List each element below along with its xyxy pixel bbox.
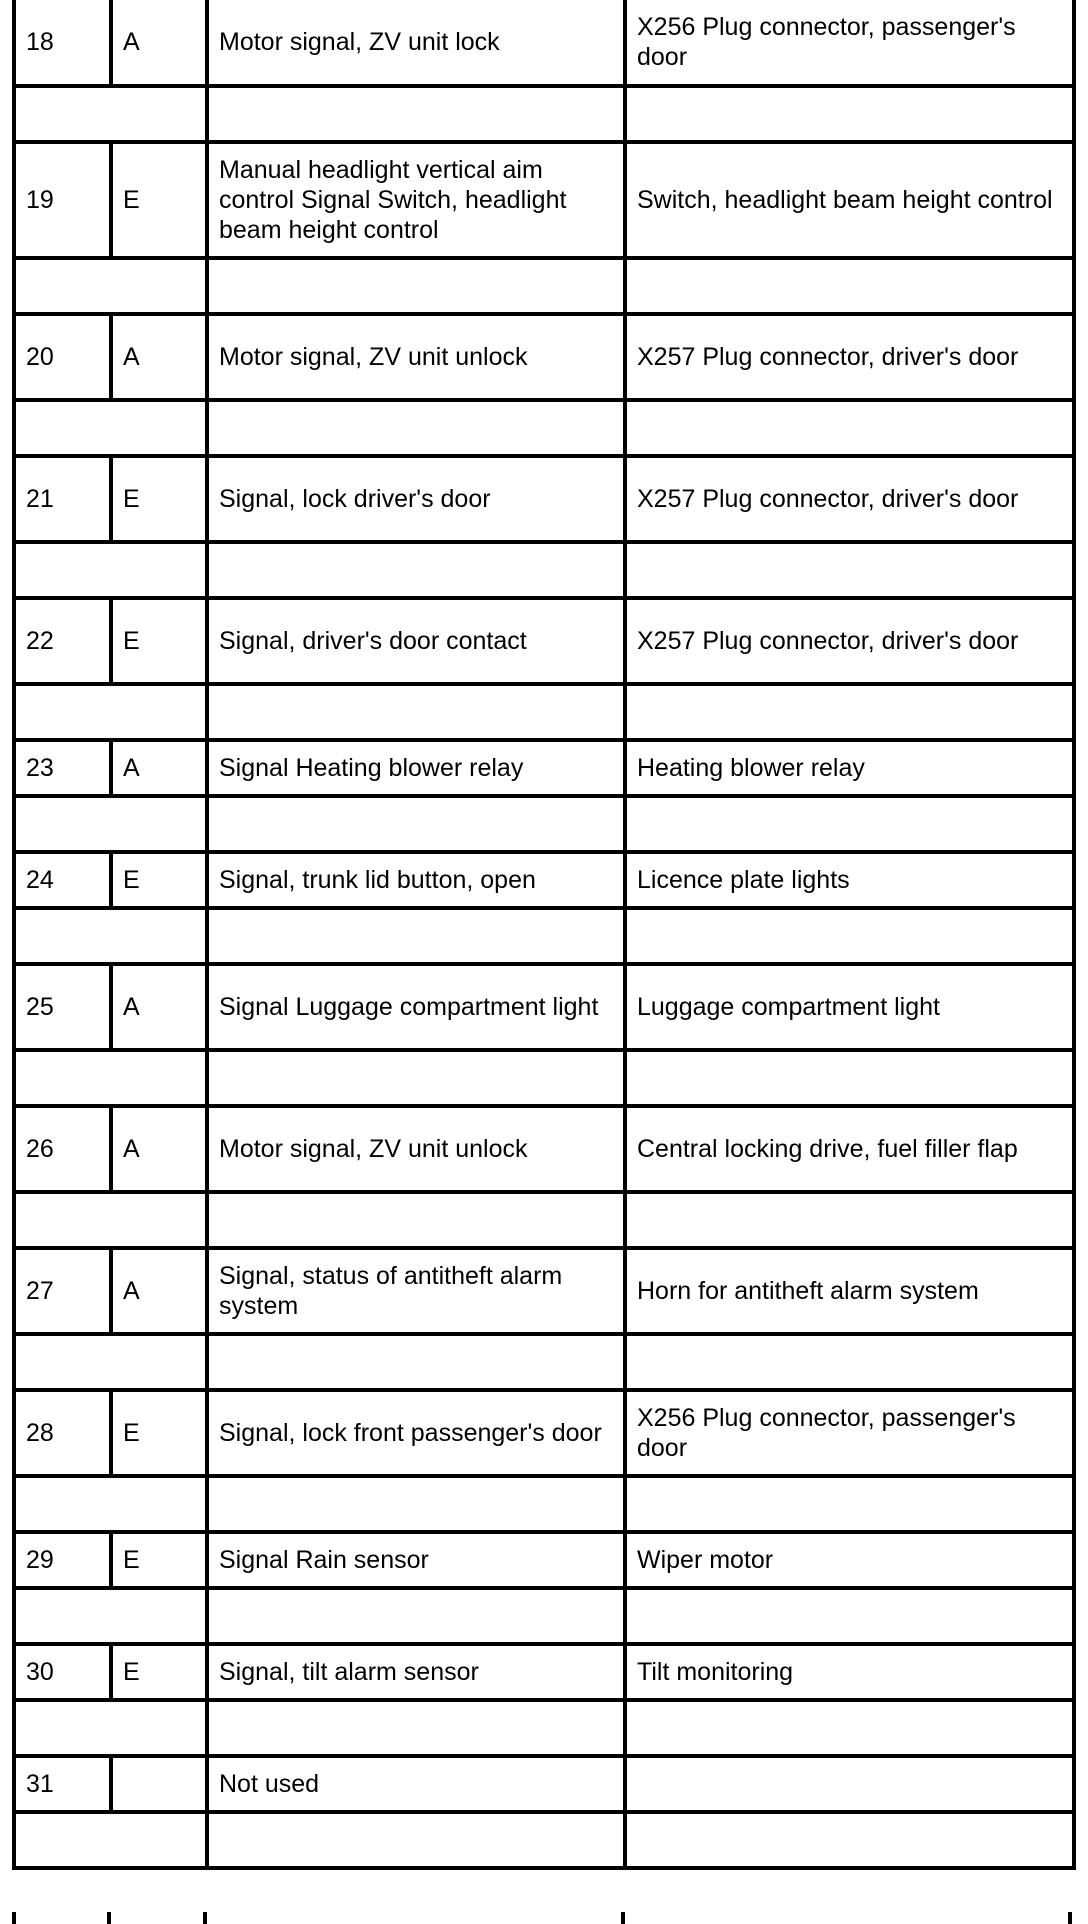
signal-description: Motor signal, ZV unit lock	[207, 0, 625, 86]
spacer-row	[14, 796, 1074, 852]
spacer-cell	[14, 258, 207, 314]
signal-description: Signal, lock driver's door	[207, 456, 625, 542]
spacer-row	[14, 1050, 1074, 1106]
spacer-cell	[207, 1050, 625, 1106]
spacer-row	[14, 1700, 1074, 1756]
spacer-cell	[207, 796, 625, 852]
pin-number: 28	[14, 1390, 111, 1476]
connected-component: X256 Plug connector, passenger's door	[625, 0, 1074, 86]
spacer-cell	[207, 1700, 625, 1756]
signal-direction: E	[111, 142, 207, 258]
spacer-cell	[14, 1476, 207, 1532]
pin-number: 27	[14, 1248, 111, 1334]
pin-number: 24	[14, 852, 111, 908]
signal-direction: A	[111, 0, 207, 86]
connected-component: Horn for antitheft alarm system	[625, 1248, 1074, 1334]
spacer-row	[14, 400, 1074, 456]
spacer-cell	[625, 908, 1074, 964]
signal-description: Signal Luggage compartment light	[207, 964, 625, 1050]
spacer-row	[14, 1334, 1074, 1390]
spacer-cell	[207, 86, 625, 142]
spacer-cell	[625, 1700, 1074, 1756]
table-row	[14, 598, 1074, 684]
spacer-row	[14, 1812, 1074, 1868]
pin-number: 31	[14, 1756, 111, 1812]
spacer-cell	[207, 542, 625, 598]
pin-number: 23	[14, 740, 111, 796]
spacer-cell	[207, 1334, 625, 1390]
signal-direction: E	[111, 1532, 207, 1588]
signal-description: Not used	[207, 1756, 625, 1812]
connected-component: Tilt monitoring	[625, 1644, 1074, 1700]
spacer-row	[14, 542, 1074, 598]
signal-description: Signal, driver's door contact	[207, 598, 625, 684]
connected-component: Luggage compartment light	[625, 964, 1074, 1050]
signal-description: Signal Heating blower relay	[207, 740, 625, 796]
signal-description: Motor signal, ZV unit unlock	[207, 1106, 625, 1192]
signal-description: Signal, lock front passenger's door	[207, 1390, 625, 1476]
table-row	[14, 964, 1074, 1050]
signal-description: Signal, trunk lid button, open	[207, 852, 625, 908]
spacer-cell	[207, 258, 625, 314]
spacer-row	[14, 86, 1074, 142]
signal-description: Signal Rain sensor	[207, 1532, 625, 1588]
table-row	[14, 1644, 1074, 1700]
pin-number: 29	[14, 1532, 111, 1588]
signal-direction: E	[111, 1390, 207, 1476]
spacer-cell	[207, 1476, 625, 1532]
pin-assignment-table	[12, 0, 1076, 1870]
connected-component: Central locking drive, fuel filler flap	[625, 1106, 1074, 1192]
continuation-line	[621, 1912, 625, 1924]
signal-direction	[111, 1756, 207, 1812]
connected-component: Licence plate lights	[625, 852, 1074, 908]
spacer-cell	[625, 1476, 1074, 1532]
continuation-line	[203, 1912, 207, 1924]
connected-component: X256 Plug connector, passenger's door	[625, 1390, 1074, 1476]
spacer-cell	[625, 1588, 1074, 1644]
spacer-cell	[625, 1812, 1074, 1868]
spacer-cell	[14, 684, 207, 740]
spacer-cell	[625, 86, 1074, 142]
pin-number: 25	[14, 964, 111, 1050]
spacer-cell	[14, 1700, 207, 1756]
signal-direction: E	[111, 852, 207, 908]
spacer-cell	[625, 258, 1074, 314]
spacer-cell	[14, 1192, 207, 1248]
pin-number: 22	[14, 598, 111, 684]
table-row	[14, 740, 1074, 796]
spacer-cell	[207, 1812, 625, 1868]
table-row	[14, 1756, 1074, 1812]
pin-number: 18	[14, 0, 111, 86]
connected-component: X257 Plug connector, driver's door	[625, 456, 1074, 542]
spacer-row	[14, 258, 1074, 314]
table-row	[14, 142, 1074, 258]
table-row	[14, 456, 1074, 542]
table-row	[14, 1248, 1074, 1334]
table-row	[14, 852, 1074, 908]
pin-number: 26	[14, 1106, 111, 1192]
spacer-row	[14, 1476, 1074, 1532]
spacer-row	[14, 908, 1074, 964]
spacer-row	[14, 1192, 1074, 1248]
signal-direction: A	[111, 1106, 207, 1192]
spacer-cell	[14, 796, 207, 852]
pin-number: 19	[14, 142, 111, 258]
spacer-cell	[14, 1050, 207, 1106]
signal-direction: A	[111, 314, 207, 400]
signal-description: Signal, tilt alarm sensor	[207, 1644, 625, 1700]
spacer-cell	[14, 542, 207, 598]
connected-component: Heating blower relay	[625, 740, 1074, 796]
spacer-row	[14, 684, 1074, 740]
signal-description: Motor signal, ZV unit unlock	[207, 314, 625, 400]
table-row	[14, 314, 1074, 400]
spacer-cell	[14, 1812, 207, 1868]
spacer-cell	[625, 542, 1074, 598]
table-row	[14, 0, 1074, 86]
spacer-cell	[625, 684, 1074, 740]
signal-direction: A	[111, 1248, 207, 1334]
signal-description: Manual headlight vertical aim control Signal Switch, headlight beam height control	[207, 142, 625, 258]
signal-direction: A	[111, 964, 207, 1050]
spacer-cell	[14, 86, 207, 142]
signal-direction: E	[111, 456, 207, 542]
spacer-cell	[625, 1050, 1074, 1106]
spacer-cell	[207, 684, 625, 740]
signal-direction: A	[111, 740, 207, 796]
pin-number: 20	[14, 314, 111, 400]
spacer-cell	[207, 1192, 625, 1248]
signal-direction: E	[111, 598, 207, 684]
pin-number: 21	[14, 456, 111, 542]
connected-component: Switch, headlight beam height control	[625, 142, 1074, 258]
spacer-row	[14, 1588, 1074, 1644]
connected-component: X257 Plug connector, driver's door	[625, 314, 1074, 400]
continuation-line	[12, 1912, 16, 1924]
spacer-cell	[625, 1192, 1074, 1248]
spacer-cell	[14, 400, 207, 456]
spacer-cell	[625, 400, 1074, 456]
signal-direction: E	[111, 1644, 207, 1700]
connected-component: X257 Plug connector, driver's door	[625, 598, 1074, 684]
signal-description: Signal, status of antitheft alarm system	[207, 1248, 625, 1334]
continuation-line	[1068, 1912, 1072, 1924]
spacer-cell	[14, 1588, 207, 1644]
table-row	[14, 1390, 1074, 1476]
spacer-cell	[625, 796, 1074, 852]
continuation-line	[107, 1912, 111, 1924]
table-row	[14, 1532, 1074, 1588]
spacer-cell	[207, 908, 625, 964]
spacer-cell	[207, 400, 625, 456]
spacer-cell	[625, 1334, 1074, 1390]
pin-number: 30	[14, 1644, 111, 1700]
connected-component	[625, 1756, 1074, 1812]
spacer-cell	[207, 1588, 625, 1644]
spacer-cell	[14, 1334, 207, 1390]
table-row	[14, 1106, 1074, 1192]
connected-component: Wiper motor	[625, 1532, 1074, 1588]
spacer-cell	[14, 908, 207, 964]
